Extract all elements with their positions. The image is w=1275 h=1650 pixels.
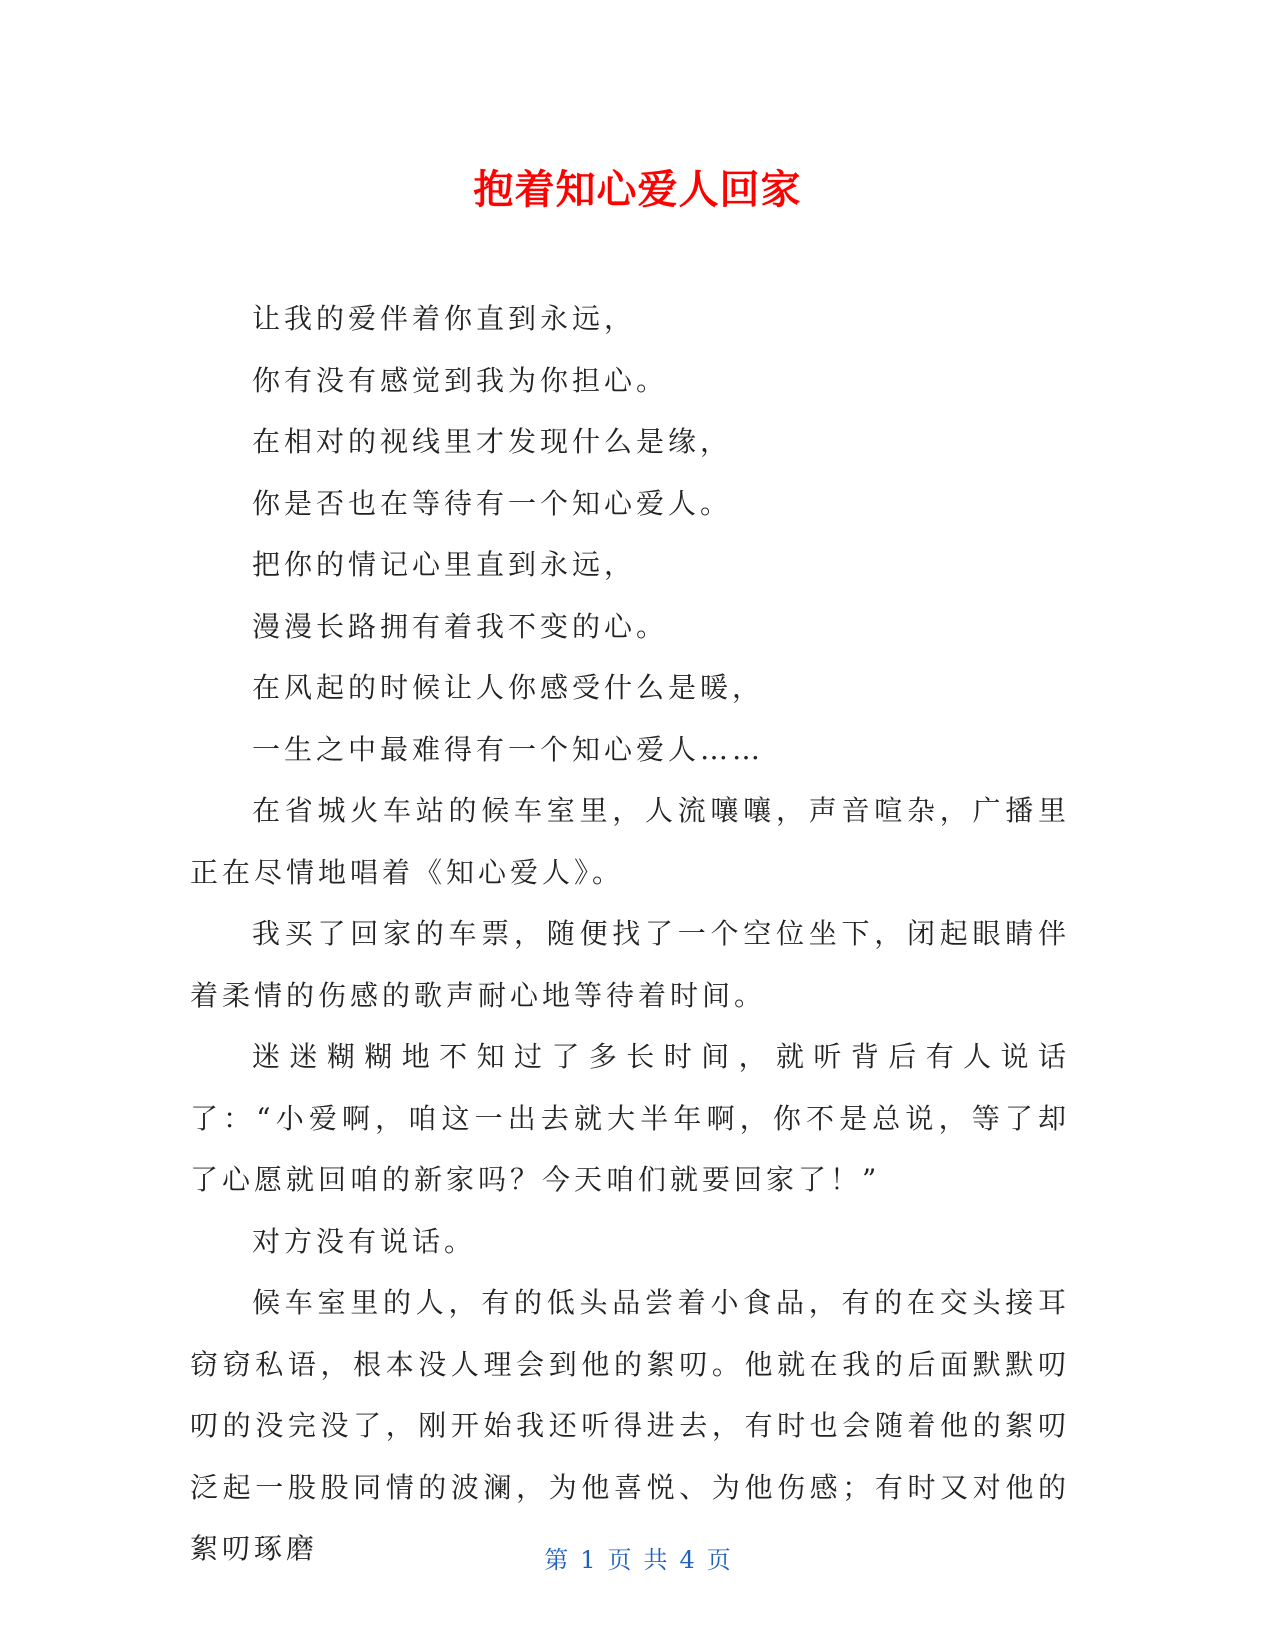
footer-page-label: 第 bbox=[544, 1546, 569, 1574]
footer-total-label: 共 bbox=[643, 1546, 668, 1574]
footer-page-word: 页 bbox=[607, 1546, 632, 1574]
paragraph: 对方没有说话。 bbox=[252, 1224, 477, 1258]
poem-line: 一生之中最难得有一个知心爱人…… bbox=[252, 732, 765, 766]
paragraph: 我买了回家的车票，随便找了一个空位坐下，闭起眼睛伴着柔情的伤感的歌声耐心地等待着时间。 bbox=[190, 917, 1070, 1012]
poem-line: 你有没有感觉到我为你担心。 bbox=[252, 363, 669, 397]
poem-line: 在相对的视线里才发现什么是缘， bbox=[252, 425, 733, 458]
poem-line: 把你的情记心里直到永远， bbox=[252, 548, 637, 581]
poem-line: 在风起的时候让人你感受什么是暖， bbox=[252, 671, 765, 704]
poem-line: 让我的爱伴着你直到永远， bbox=[252, 302, 637, 335]
footer-current-page: 1 bbox=[580, 1546, 596, 1574]
paragraph: 候车室里的人，有的低头品尝着小食品，有的在交头接耳窃窃私语，根本没人理会到他的絮叨。他就在我的后面默默叨叨的没完没了，刚开始我还听得进去，有时也会随着他的絮叨泛起一股股同情的波澜，为他喜悦、为他伤感；有时又对他的絮叨琢磨 bbox=[190, 1286, 1070, 1565]
poem-line: 漫漫长路拥有着我不变的心。 bbox=[252, 609, 669, 643]
paragraph: 迷迷糊糊地不知过了多长时间，就听背后有人说话了：“小爱啊，咱这一出去就大半年啊，你不是总说，等了却了心愿就回咱的新家吗？今天咱们就要回家了！” bbox=[190, 1040, 1070, 1196]
poem-line: 你是否也在等待有一个知心爱人。 bbox=[252, 486, 733, 520]
footer-total-pages: 4 bbox=[679, 1546, 695, 1574]
page-footer bbox=[0, 1545, 1275, 1575]
document-body bbox=[190, 288, 1070, 1580]
document-title: 抱着知心爱人回家 bbox=[473, 167, 802, 213]
paragraph: 在省城火车站的候车室里，人流嚷嚷，声音喧杂，广播里正在尽情地唱着《知心爱人》。 bbox=[190, 794, 1070, 889]
footer-total-word: 页 bbox=[706, 1546, 731, 1574]
